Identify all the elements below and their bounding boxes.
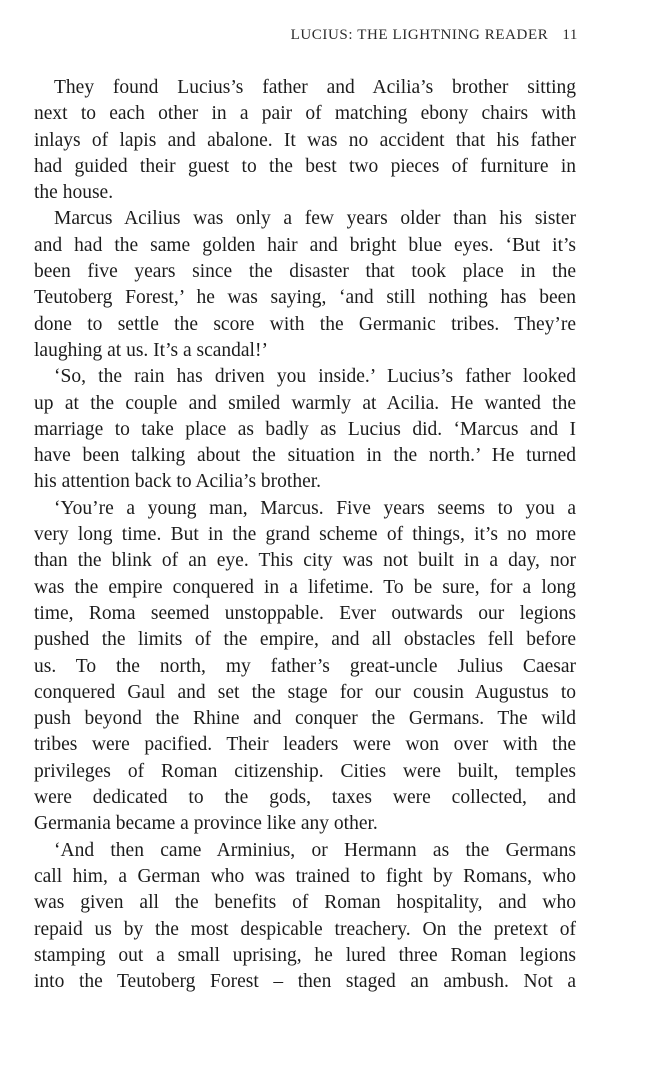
paragraph-line: done to settle the score with the Germanic tribes. They’re: [34, 313, 576, 335]
paragraph-line: us. To the north, my father’s great-uncle Julius Caesar: [34, 655, 576, 677]
paragraph-line: his attention back to Acilia’s brother.: [34, 471, 322, 493]
paragraph-line: repaid us by the most despicable treachery. On the pretext of: [34, 918, 576, 940]
paragraph-line: was given all the benefits of Roman hospitality, and who: [34, 892, 576, 914]
paragraph-line: up at the couple and smiled warmly at Acilia. He wanted the: [34, 392, 576, 414]
body-text: [34, 75, 576, 995]
paragraph-line: very long time. But in the grand scheme of things, it’s no more: [34, 524, 576, 546]
paragraph-line: the house.: [34, 182, 114, 204]
paragraph-line: call him, a German who was trained to fight by Romans, who: [34, 865, 576, 887]
paragraph-line: Germania became a province like any other.: [34, 813, 378, 835]
page-number: 11: [562, 27, 578, 43]
paragraph-line: time, Roma seemed unstoppable. Ever outwards our legions: [34, 602, 576, 624]
paragraph-line: privileges of Roman citizenship. Cities were built, temples: [34, 760, 576, 782]
paragraph-line: than the blink of an eye. This city was not built in a day, nor: [34, 550, 576, 572]
running-title: LUCIUS: THE LIGHTNING READER: [290, 27, 549, 43]
paragraph-first-line: ‘So, the rain has driven you inside.’ Lucius’s father looked: [54, 366, 576, 388]
paragraph-line: tribes were pacified. Their leaders were won over with the: [34, 734, 576, 756]
paragraph-line: laughing at us. It’s a scandal!’: [34, 339, 268, 361]
running-head: [291, 27, 578, 44]
paragraph-line: was the empire conquered in a lifetime. To be sure, for a long: [34, 576, 576, 598]
paragraph-first-line: They found Lucius’s father and Acilia’s brother sitting: [54, 77, 576, 98]
paragraph-line: stamping out a small uprising, he lured three Roman legions: [34, 944, 576, 966]
paragraph-line: been five years since the disaster that took place in the: [34, 261, 576, 283]
paragraph-line: push beyond the Rhine and conquer the Germans. The wild: [34, 708, 576, 730]
paragraph-first-line: ‘You’re a young man, Marcus. Five years seems to you a: [54, 497, 576, 519]
paragraph-line: marriage to take place as badly as Lucius did. ‘Marcus and I: [34, 418, 576, 440]
paragraph-line: inlays of lapis and abalone. It was no accident that his father: [34, 129, 576, 151]
paragraph-line: next to each other in a pair of matching ebony chairs with: [34, 103, 576, 125]
paragraph-line: pushed the limits of the empire, and all obstacles fell before: [34, 629, 576, 651]
paragraph-line: were dedicated to the gods, taxes were collected, and: [34, 787, 576, 809]
paragraph-line: had guided their guest to the best two pieces of furniture in: [34, 155, 576, 177]
paragraph-line: into the Teutoberg Forest – then staged an ambush. Not a: [34, 971, 576, 993]
paragraph-first-line: ‘And then came Arminius, or Hermann as the Germans: [54, 839, 576, 861]
paragraph-line: and had the same golden hair and bright blue eyes. ‘But it’s: [34, 234, 576, 256]
paragraph-line: have been talking about the situation in the north.’ He turned: [34, 445, 576, 467]
paragraph-line: conquered Gaul and set the stage for our cousin Augustus to: [34, 681, 576, 703]
paragraph-line: Teutoberg Forest,’ he was saying, ‘and still nothing has been: [34, 287, 576, 309]
paragraph-first-line: Marcus Acilius was only a few years older than his sister: [54, 208, 576, 230]
